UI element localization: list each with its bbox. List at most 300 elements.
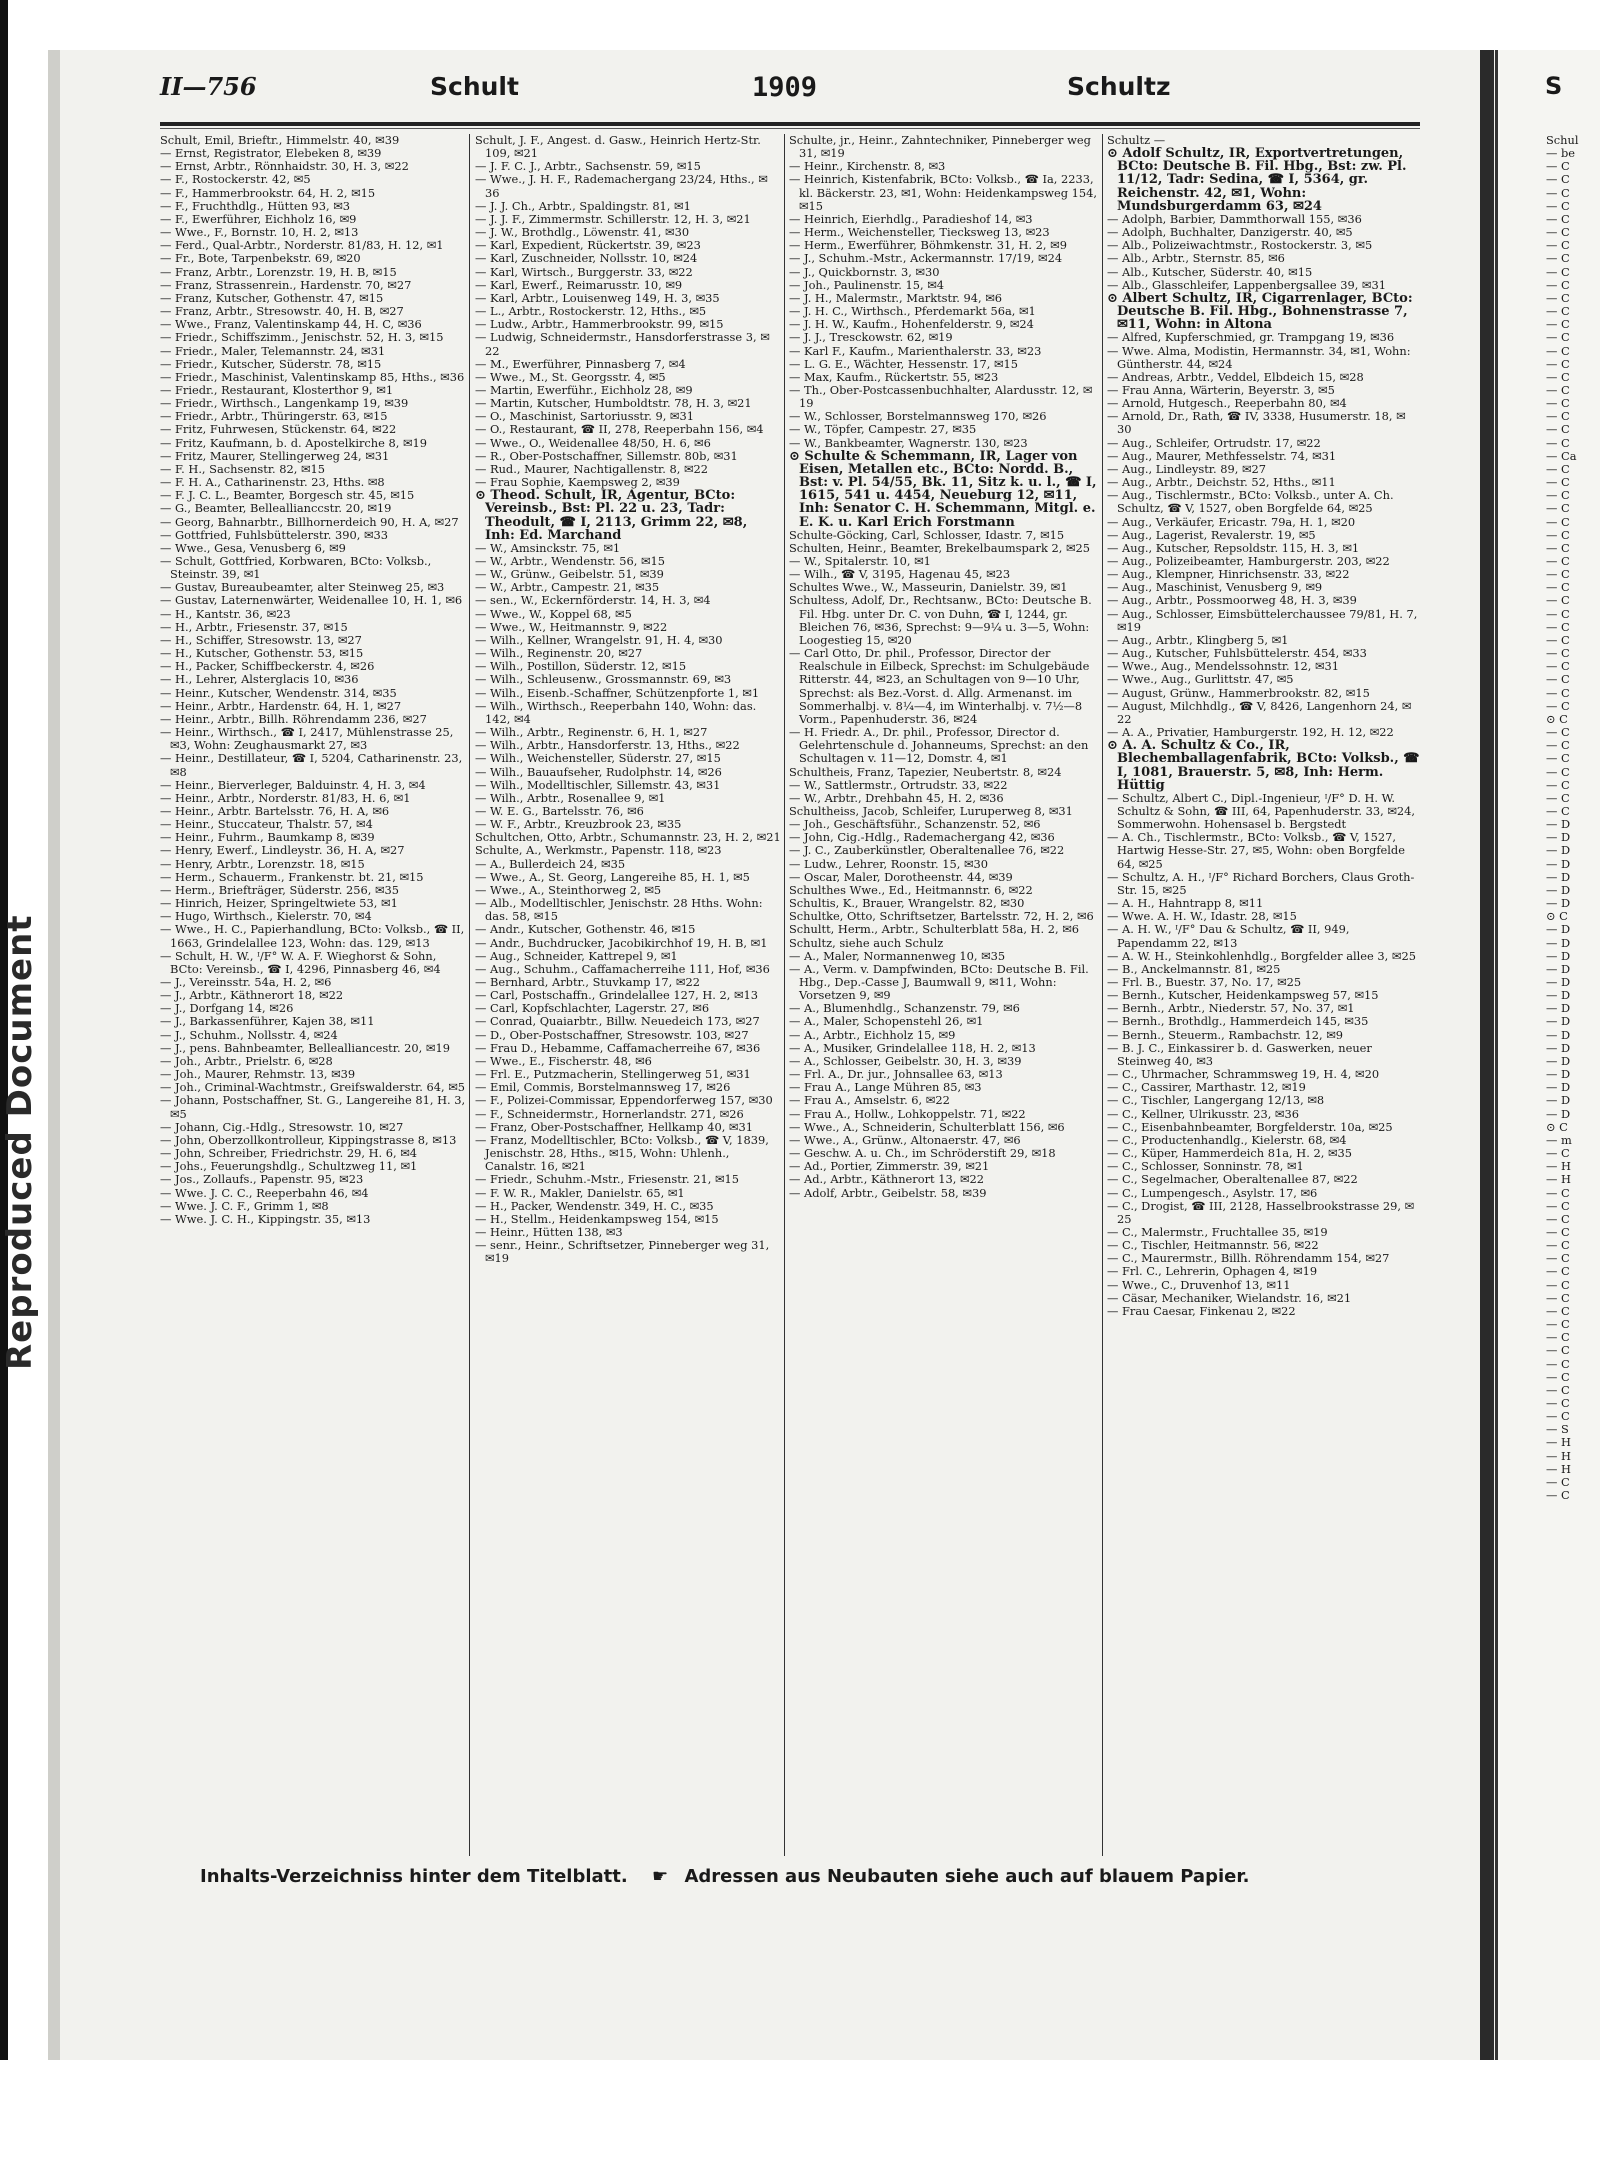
directory-entry: — Fritz, Fuhrwesen, Stückenstr. 64, ✉22 xyxy=(160,422,397,437)
footer-right-text: Adressen aus Neubauten siehe auch auf blauem Papier. xyxy=(684,1866,1250,1887)
directory-entry: — Herm., Schauerm., Frankenstr. bt. 21, ✉15 xyxy=(160,869,424,884)
directory-entry: — Hugo, Wirthsch., Kielerstr. 70, ✉4 xyxy=(160,909,372,924)
page-number: II—756 xyxy=(160,72,257,101)
directory-entry: Schulthes Wwe., Ed., Heitmannstr. 6, ✉22 xyxy=(789,882,1033,897)
reproduced-document-stamp: Reproduced Document xyxy=(0,914,40,1370)
directory-entry: — Wwe., H. C., Papierhandlung, BCto: Volksb., ☎ II, 1663, Grindelallee 123, Wohn: das. 129, ✉13 xyxy=(160,922,465,950)
next-page-line: — D xyxy=(1546,1067,1571,1082)
directory-entry: — G., Beamter, Belleallianccstr. 20, ✉19 xyxy=(160,501,392,516)
next-page-line: — H xyxy=(1546,1448,1571,1463)
directory-entry: — J. J. Ch., Arbtr., Spaldingstr. 81, ✉1 xyxy=(475,198,691,213)
directory-entry: — Aug., Schuhm., Caffamacherreihe 111, Hof, ✉36 xyxy=(475,961,770,976)
next-page-line: — C xyxy=(1546,277,1570,292)
directory-entry: — C., Segelmacher, Oberaltenallee 87, ✉22 xyxy=(1107,1172,1358,1187)
directory-entry: — Wwe. A. H. W., Idastr. 28, ✉15 xyxy=(1107,909,1297,924)
directory-entry: — W., Töpfer, Campestr. 27, ✉35 xyxy=(789,422,977,437)
directory-entry: — A., Maler, Normannenweg 10, ✉35 xyxy=(789,948,1006,963)
next-page-line: — C xyxy=(1546,1185,1570,1200)
directory-entry: — Carl, Kopfschlachter, Lagerstr. 27, ✉6 xyxy=(475,1001,710,1016)
directory-entry: — H., Arbtr., Friesenstr. 37, ✉15 xyxy=(160,619,348,634)
directory-entry: — Carl, Postschaffn., Grindelallee 127, H. 2, ✉13 xyxy=(475,988,759,1003)
directory-entry: — Alb., Polizeiwachtmstr., Rostockerstr. 3, ✉5 xyxy=(1107,238,1373,253)
directory-entry: — F., Rostockerstr. 42, ✉5 xyxy=(160,172,311,187)
directory-entry: — Heinr., Stuccateur, Thalstr. 57, ✉4 xyxy=(160,817,373,832)
directory-entry: — Martin, Ewerführ., Eichholz 28, ✉9 xyxy=(475,382,693,397)
directory-entry: — C., Kellner, Ulrikusstr. 23, ✉36 xyxy=(1107,1106,1299,1121)
directory-entry: — Georg, Bahnarbtr., Billhornerdeich 90, H. A, ✉27 xyxy=(160,514,459,529)
directory-entry: — Max, Kaufm., Rückertstr. 55, ✉23 xyxy=(789,369,999,384)
next-page-line: — C xyxy=(1546,777,1570,792)
directory-entry: — Aug., Lindleystr. 89, ✉27 xyxy=(1107,461,1267,476)
next-page-line: — C xyxy=(1546,672,1570,687)
scan-bottom-margin xyxy=(0,2060,1600,2177)
next-page-line: Schul xyxy=(1546,134,1579,147)
directory-entry: — Wwe., F., Bornstr. 10, H. 2, ✉13 xyxy=(160,225,359,240)
directory-entry: — Friedr., Kutscher, Süderstr. 78, ✉15 xyxy=(160,356,382,371)
directory-entry: — O., Maschinist, Sartoriusstr. 9, ✉31 xyxy=(475,409,694,424)
directory-entry: — Alfred, Kupferschmied, gr. Trampgang 19, ✉36 xyxy=(1107,330,1395,345)
next-page-line: — D xyxy=(1546,896,1571,911)
directory-entry: — Cäsar, Mechaniker, Wielandstr. 16, ✉21 xyxy=(1107,1290,1352,1305)
directory-entry: — Wilh., Kellner, Wrangelstr. 91, H. 4, ✉30 xyxy=(475,632,723,647)
directory-entry: — A., Maler, Schopenstehl 26, ✉1 xyxy=(789,1014,984,1029)
next-page-line: — D xyxy=(1546,975,1571,989)
next-page-line: — C xyxy=(1546,159,1570,174)
directory-entry: — W. F., Arbtr., Kreuzbrook 23, ✉35 xyxy=(475,817,682,832)
next-page-line: — C xyxy=(1546,1251,1570,1266)
directory-entry: Schultz, siehe auch Schulz xyxy=(789,935,944,950)
directory-entry: — C., Tischler, Langergang 12/13, ✉8 xyxy=(1107,1093,1325,1108)
directory-entry: ⊙ Schulte & Schemmann, IR, Lager von Eisen, Metallen etc., BCto: Nordd. B., Bst: v. Pl. 54/55, Bk. 11, Sitz k. u. l., ☎ I, 1615, 541 u. 4454, Neueburg 12, ✉11, Inh: Senator C. H. Schemmann, Mitgl. e. E. K. u. Karl Erich Forstmann xyxy=(789,448,1097,530)
directory-entry: — J., Schuhm., Nollsstr. 4, ✉24 xyxy=(160,1027,338,1042)
directory-entry: — H., Kantstr. 36, ✉23 xyxy=(160,606,291,621)
directory-entry: ⊙ A. A. Schultz & Co., IR, Blechemballagenfabrik, BCto: Volksb., ☎ I, 1081, Brauerstr. 5, ✉8, Inh: Herm. Hüttig xyxy=(1107,738,1420,793)
directory-entry: Schulte, A., Werkmstr., Papenstr. 118, ✉23 xyxy=(475,843,722,858)
next-page-line: — D xyxy=(1546,882,1571,897)
directory-entry: — August, Grünw., Hammerbrookstr. 82, ✉15 xyxy=(1107,685,1370,700)
directory-entry: — Wwe., A., Schneiderin, Schulterblatt 156, ✉6 xyxy=(789,1119,1065,1134)
directory-entry: — J. F. C. J., Arbtr., Sachsenstr. 59, ✉15 xyxy=(475,159,701,174)
next-page-line: — C xyxy=(1546,225,1570,240)
directory-entry: — Friedr., Arbtr., Thüringerstr. 63, ✉15 xyxy=(160,409,388,424)
directory-entry: — Friedr., Maschinist, Valentinskamp 85, Hths., ✉36 xyxy=(160,369,465,384)
directory-entry: — Aug., Kutscher, Repsoldstr. 115, H. 3, ✉1 xyxy=(1107,540,1360,555)
directory-entry: — J., Barkassenführer, Kajen 38, ✉11 xyxy=(160,1014,375,1029)
next-page-line: — C xyxy=(1546,211,1570,226)
next-page-line: — Ca xyxy=(1546,448,1577,463)
column-4 xyxy=(1107,134,1420,1856)
directory-entry: — Wwe., A., Steinthorweg 2, ✉5 xyxy=(475,882,662,897)
directory-entry: — A. H., Hahntrapp 8, ✉11 xyxy=(1107,896,1264,911)
next-page-line: — C xyxy=(1546,198,1570,213)
directory-entry: — Arnold, Hutgesch., Reeperbahn 80, ✉4 xyxy=(1107,396,1347,411)
next-page-line: — C xyxy=(1546,396,1570,411)
directory-entry: — Herm., Briefträger, Süderstr. 256, ✉35 xyxy=(160,882,399,897)
directory-entry: — H., Kutscher, Gothenstr. 53, ✉15 xyxy=(160,646,364,661)
directory-entry: — H. Friedr. A., Dr. phil., Professor, Director d. Gelehrtenschule d. Johanneums, Sprechst: an den Schultagen v. 11—12, Domstr. 4, ✉1 xyxy=(789,725,1089,766)
directory-entry: — W., Arbtr., Campestr. 21, ✉35 xyxy=(475,580,660,595)
directory-entry: — Wilh., Schleusenw., Grossmannstr. 69, ✉3 xyxy=(475,672,732,687)
next-page-line: — D xyxy=(1546,1001,1571,1016)
directory-entry: — W., Grünw., Geibelstr. 51, ✉39 xyxy=(475,567,664,582)
pointing-hand-icon: ☛ xyxy=(652,1866,669,1887)
directory-entry: — H., Packer, Schiffbeckerstr. 4, ✉26 xyxy=(160,659,375,674)
directory-entry: — A., Blumenhdlg., Schanzenstr. 79, ✉6 xyxy=(789,1001,1020,1016)
directory-entry: — Wwe. Alma, Modistin, Hermannstr. 34, ✉1, Wohn: Güntherstr. 44, ✉24 xyxy=(1107,343,1411,371)
directory-entry: — Wilh., Weichensteller, Süderstr. 27, ✉15 xyxy=(475,751,721,766)
page-spine xyxy=(48,50,60,2060)
directory-entry: — W., Sattlermstr., Ortrudstr. 33, ✉22 xyxy=(789,777,1008,792)
next-page-line: — D xyxy=(1546,1053,1571,1068)
directory-entry: — C., Schlosser, Sonninstr. 78, ✉1 xyxy=(1107,1159,1304,1174)
directory-entry: — sen., W., Eckernförderstr. 14, H. 3, ✉4 xyxy=(475,593,711,608)
next-page-line: — C xyxy=(1546,356,1570,371)
column-2 xyxy=(475,134,781,1856)
directory-entry: — Wwe., A., St. Georg, Langereihe 85, H. 1, ✉5 xyxy=(475,869,750,884)
next-page-line: — C xyxy=(1546,514,1570,529)
directory-entry: Schultchen, Otto, Arbtr., Schumannstr. 23, H. 2, ✉21 xyxy=(475,830,781,845)
next-page-line: — C xyxy=(1546,1488,1570,1503)
directory-entry: — Heinr., Arbtr. Bartelsstr. 76, H. A, ✉6 xyxy=(160,803,390,818)
directory-entry: — Aug., Kutscher, Fuhlsbüttelerstr. 454, ✉33 xyxy=(1107,646,1367,661)
next-page-line: — C xyxy=(1546,264,1570,279)
directory-entry: — W., Bankbeamter, Wagnerstr. 130, ✉23 xyxy=(789,435,1028,450)
next-page-line: — D xyxy=(1546,1040,1571,1055)
directory-entry: — Henry, Ewerf., Lindleystr. 36, H. A, ✉27 xyxy=(160,843,405,858)
directory-entry: — Johs., Feuerungshdlg., Schultzweg 11, ✉1 xyxy=(160,1159,418,1174)
directory-entry: — Frau D., Hebamme, Caffamacherreihe 67, ✉36 xyxy=(475,1040,761,1055)
next-page-line: — C xyxy=(1546,540,1570,555)
directory-entry: — Oscar, Maler, Dorotheenstr. 44, ✉39 xyxy=(789,869,1013,884)
directory-entry: — Aug., Maurer, Methfesselstr. 74, ✉31 xyxy=(1107,448,1337,463)
directory-entry: — H., Lehrer, Alsterglacis 10, ✉36 xyxy=(160,672,359,687)
directory-entry: — Wwe., Gesa, Venusberg 6, ✉9 xyxy=(160,540,346,555)
directory-entry: — C., Malermstr., Fruchtallee 35, ✉19 xyxy=(1107,1224,1328,1239)
next-page-line: — H xyxy=(1546,1461,1571,1476)
directory-entry: — Frau A., Hollw., Lohkoppelstr. 71, ✉22 xyxy=(789,1106,1026,1121)
directory-entry: — Gustav, Laternenwärter, Weidenallee 10, H. 1, ✉6 xyxy=(160,593,463,608)
directory-entry: — Wwe., Franz, Valentinskamp 44, H. C, ✉36 xyxy=(160,317,422,332)
directory-entry: — J. H. C., Wirthsch., Pferdemarkt 56a, ✉1 xyxy=(789,304,1036,319)
directory-entry: — Aug., Arbtr., Klingberg 5, ✉1 xyxy=(1107,632,1289,647)
directory-entry: — Franz, Arbtr., Lorenzstr. 19, H. B, ✉15 xyxy=(160,264,397,279)
next-page-line: — C xyxy=(1546,172,1570,187)
directory-entry: — Frau Sophie, Kaempsweg 2, ✉39 xyxy=(475,475,680,490)
next-page-line: — C xyxy=(1546,1356,1570,1371)
next-page-line: — C xyxy=(1546,1264,1570,1279)
directory-entry: — Bernh., Steuerm., Rambachstr. 12, ✉9 xyxy=(1107,1027,1344,1042)
directory-entry: — Wwe., Aug., Mendelssohnstr. 12, ✉31 xyxy=(1107,659,1340,674)
directory-entry: — J., Arbtr., Käthnerort 18, ✉22 xyxy=(160,988,344,1003)
next-page-line: — C xyxy=(1546,461,1570,476)
directory-entry: — Bernh., Brothdlg., Hammerdeich 145, ✉35 xyxy=(1107,1014,1369,1029)
column-divider xyxy=(784,134,785,1856)
directory-entry: — A., Schlosser, Geibelstr. 30, H. 3, ✉39 xyxy=(789,1053,1022,1068)
directory-entry: — W., Arbtr., Drehbahn 45, H. 2, ✉36 xyxy=(789,790,1004,805)
next-page-line: — C xyxy=(1546,304,1570,319)
directory-entry: — Carl Otto, Dr. phil., Professor, Director der Realschule in Eilbeck, Sprechst: im Schulgebäude Ritterstr. 44, ✉23, an Schultagen von 9—10 Uhr, Sprechst: als Bez.-Vorst. d. Allg. Armenanst. im Sommerhalbj. v. 8¼—4, im Winterhalbj. v. 7½—8 Vorm., Papenhuderstr. 36, ✉24 xyxy=(789,646,1090,726)
directory-entry: — Frl. C., Lehrerin, Ophagen 4, ✉19 xyxy=(1107,1264,1318,1279)
directory-entry: — Wilh., ☎ V, 3195, Hagenau 45, ✉23 xyxy=(789,567,1011,582)
directory-entry: — Wilh., Arbtr., Rosenallee 9, ✉1 xyxy=(475,790,666,805)
next-page-line: — C xyxy=(1546,1303,1570,1318)
next-page-line: — C xyxy=(1546,1317,1570,1332)
next-page-line: — C xyxy=(1546,725,1570,740)
directory-entry: — Heinr., Kirchenstr. 8, ✉3 xyxy=(789,159,946,174)
directory-entry: — Aug., Arbtr., Deichstr. 52, Hths., ✉11 xyxy=(1107,475,1336,490)
next-page-line: — D xyxy=(1546,1014,1571,1029)
directory-entry: — L., Arbtr., Rostockerstr. 12, Hths., ✉5 xyxy=(475,304,707,319)
next-page-line: — C xyxy=(1546,646,1570,661)
directory-entry: Schulten, Heinr., Beamter, Brekelbaumspark 2, ✉25 xyxy=(789,540,1091,555)
next-page-line: — D xyxy=(1546,1106,1571,1121)
directory-entry: — Alb., Kutscher, Süderstr. 40, ✉15 xyxy=(1107,264,1313,279)
directory-entry: — B., Anckelmannstr. 81, ✉25 xyxy=(1107,961,1281,976)
directory-entry: — Karl, Wirtsch., Burggerstr. 33, ✉22 xyxy=(475,264,693,279)
directory-entry: — Karl, Arbtr., Louisenweg 149, H. 3, ✉35 xyxy=(475,290,720,305)
directory-entry: — Henry, Arbtr., Lorenzstr. 18, ✉15 xyxy=(160,856,365,871)
directory-entry: — John, Schreiber, Friedrichstr. 29, H. 6, ✉4 xyxy=(160,1146,418,1161)
directory-entry: — Geschw. A. u. Ch., im Schröderstift 29, ✉18 xyxy=(789,1146,1056,1161)
directory-entry: — Ernst, Registrator, Elebeken 8, ✉39 xyxy=(160,146,382,161)
column-divider xyxy=(1102,134,1103,1856)
directory-entry: — Joh., Geschäftsführ., Schanzenstr. 52, ✉6 xyxy=(789,817,1041,832)
next-page-line: — C xyxy=(1546,1238,1570,1253)
year-heading: 1909 xyxy=(752,72,818,103)
next-page-line: — C xyxy=(1546,1146,1570,1161)
directory-entry: — Aug., Arbtr., Possmoorweg 48, H. 3, ✉39 xyxy=(1107,593,1357,608)
directory-entry: — senr., Heinr., Schriftsetzer, Pinneberger weg 31, ✉19 xyxy=(475,1238,770,1266)
directory-entry: — A. W. H., Steinkohlenhdlg., Borgfelder allee 3, ✉25 xyxy=(1107,948,1416,963)
directory-entry: — John, Cig.-Hdlg., Rademachergang 42, ✉36 xyxy=(789,830,1055,845)
next-page-line: — C xyxy=(1546,619,1570,634)
directory-entry: — Adolph, Buchhalter, Danzigerstr. 40, ✉5 xyxy=(1107,225,1353,240)
directory-entry: — C., Drogist, ☎ III, 2128, Hasselbrookstrasse 29, ✉25 xyxy=(1107,1198,1415,1226)
column-3 xyxy=(789,134,1099,1856)
directory-entry: — Th., Ober-Postcassenbuchhalter, Alardusstr. 12, ✉19 xyxy=(789,382,1093,411)
directory-entry: — Heinr., Arbtr., Norderstr. 81/83, H. 6, ✉1 xyxy=(160,790,411,805)
directory-entry: — F., Hammerbrookstr. 64, H. 2, ✉15 xyxy=(160,185,376,200)
directory-entry: — Wwe., M., St. Georgsstr. 4, ✉5 xyxy=(475,369,666,384)
directory-entry: — Joh., Arbtr., Prielstr. 6, ✉28 xyxy=(160,1053,333,1068)
directory-entry: — H., Stellm., Heidenkampsweg 154, ✉15 xyxy=(475,1211,719,1226)
next-page-line: — D xyxy=(1546,948,1571,963)
directory-entry: — Frau Caesar, Finkenau 2, ✉22 xyxy=(1107,1303,1296,1318)
next-page-strip xyxy=(1546,134,1600,1856)
directory-entry: — F., Polizei-Commissar, Eppendorferweg 157, ✉30 xyxy=(475,1093,773,1108)
directory-entry: — Heinr., Wirthsch., ☎ I, 2417, Mühlenstrasse 25, ✉3, Wohn: Zeughausmarkt 27, ✉3 xyxy=(160,725,454,753)
directory-entry: — F. J. C. L., Beamter, Borgesch str. 45, ✉15 xyxy=(160,488,415,503)
directory-entry: Schultis, K., Brauer, Wrangelstr. 82, ✉30 xyxy=(789,896,1025,911)
next-page-line: — C xyxy=(1546,803,1570,818)
directory-entry: — J., Quickbornstr. 3, ✉30 xyxy=(789,264,940,279)
next-page-line: — C xyxy=(1546,382,1570,397)
directory-entry: — Conrad, Quaiarbtr., Billw. Neuedeich 173, ✉27 xyxy=(475,1014,760,1029)
directory-entry: — Wwe., A., Grünw., Altonaerstr. 47, ✉6 xyxy=(789,1132,1021,1147)
directory-entry: Schultke, Otto, Schriftsetzer, Bartelsstr. 72, H. 2, ✉6 xyxy=(789,909,1094,924)
directory-entry: — Martin, Kutscher, Humboldtstr. 78, H. 3, ✉21 xyxy=(475,396,752,411)
directory-entry: — A. A., Privatier, Hamburgerstr. 192, H. 12, ✉22 xyxy=(1107,725,1394,740)
directory-entry: — Andr., Kutscher, Gothenstr. 46, ✉15 xyxy=(475,922,696,937)
next-page-line: — C xyxy=(1546,343,1570,358)
next-page-line: — C xyxy=(1546,409,1570,424)
directory-entry: — Adolph, Barbier, Dammthorwall 155, ✉36 xyxy=(1107,211,1362,226)
directory-entry: — Fritz, Maurer, Stellingerweg 24, ✉31 xyxy=(160,448,390,463)
directory-entry: — Andreas, Arbtr., Veddel, Elbdeich 15, ✉28 xyxy=(1107,369,1364,384)
directory-entry: Schult, Emil, Brieftr., Himmelstr. 40, ✉39 xyxy=(160,134,400,147)
directory-entry: — Franz, Modelltischler, BCto: Volksb., ☎ V, 1839, Jenischstr. 28, Hths., ✉15, Wohn: Uhlenh., Canalstr. 16, ✉21 xyxy=(475,1132,769,1174)
directory-entry: — Wwe., W., Koppel 68, ✉5 xyxy=(475,606,632,621)
directory-entry: — Schultz, A. H., ᴵ/F° Richard Borchers, Claus Groth-Str. 15, ✉25 xyxy=(1107,869,1415,897)
directory-entry: — Ernst, Arbtr., Rönnhaidstr. 30, H. 3, ✉22 xyxy=(160,159,409,174)
next-page-line: — C xyxy=(1546,317,1570,332)
directory-entry: — W., Schlosser, Borstelmannsweg 170, ✉26 xyxy=(789,409,1047,424)
directory-entry: ⊙ Adolf Schultz, IR, Exportvertretungen, BCto: Deutsche B. Fil. Hbg., Bst: zw. Pl. 11/12, Tadr: Sedina, ☎ I, 5364, gr. Reichenstr. 42, ✉1, Wohn: Mundsburgerdamm 63, ✉24 xyxy=(1107,146,1407,214)
directory-entry: — Wilh., Arbtr., Reginenstr. 6, H. 1, ✉27 xyxy=(475,725,708,740)
next-page-line: — C xyxy=(1546,632,1570,647)
directory-entry: — J. J. F., Zimmermstr. Schillerstr. 12, H. 3, ✉21 xyxy=(475,211,751,226)
header-rule xyxy=(160,122,1420,126)
directory-entry: — C., Cassirer, Marthastr. 12, ✉19 xyxy=(1107,1080,1306,1095)
directory-entry: — W. E. G., Bartelsstr. 76, ✉6 xyxy=(475,803,644,818)
directory-entry: — Franz, Arbtr., Stresowstr. 40, H. B, ✉27 xyxy=(160,304,404,319)
next-page-line: — D xyxy=(1546,935,1571,950)
directory-entry: — Heinr., Hütten 138, ✉3 xyxy=(475,1224,623,1239)
directory-entry: — J., pens. Bahnbeamter, Bellealliancestr. 20, ✉19 xyxy=(160,1040,450,1055)
directory-entry: — Hinrich, Heizer, Springeltwiete 53, ✉1 xyxy=(160,896,398,911)
directory-entry: — C., Lumpengesch., Asylstr. 17, ✉6 xyxy=(1107,1185,1318,1200)
directory-entry: — H., Packer, Wendenstr. 349, H. C., ✉35 xyxy=(475,1198,714,1213)
directory-entry: — Aug., Verkäufer, Ericastr. 79a, H. 1, ✉20 xyxy=(1107,514,1356,529)
directory-entry: — O., Restaurant, ☎ II, 278, Reeperbahn 156, ✉4 xyxy=(475,422,764,437)
directory-entry: — Ad., Portier, Zimmerstr. 39, ✉21 xyxy=(789,1159,990,1174)
directory-entry: — Aug., Schlosser, Eimsbüttelerchaussee 79/81, H. 7, ✉19 xyxy=(1107,606,1418,634)
next-page-line: — C xyxy=(1546,501,1570,516)
directory-entry: — Heinr., Bierverleger, Balduinstr. 4, H. 3, ✉4 xyxy=(160,777,426,792)
directory-entry: — C., Küper, Hammerdeich 81a, H. 2, ✉35 xyxy=(1107,1146,1352,1161)
directory-entry: — Friedr., Maler, Telemannstr. 24, ✉31 xyxy=(160,343,386,358)
next-page-line: — D xyxy=(1546,961,1571,976)
next-page-line: — C xyxy=(1546,751,1570,766)
next-page-line: — D xyxy=(1546,1093,1571,1108)
directory-entry: — Franz, Strassenrein., Hardenstr. 70, ✉27 xyxy=(160,277,412,292)
next-page-line: — C xyxy=(1546,698,1570,713)
directory-entry: — J., Dorfgang 14, ✉26 xyxy=(160,1001,294,1016)
directory-entry: — Fr., Bote, Tarpenbekstr. 69, ✉20 xyxy=(160,251,361,266)
directory-entry: ⊙ Albert Schultz, IR, Cigarrenlager, BCto: Deutsche B. Fil. Hbg., Bohnenstrasse 7, ✉11, Wohn: in Altona xyxy=(1107,290,1413,333)
directory-entry: — Friedr., Schuhm.-Mstr., Friesenstr. 21, ✉15 xyxy=(475,1172,739,1187)
directory-entry: — Andr., Buchdrucker, Jacobikirchhof 19, H. B, ✉1 xyxy=(475,935,768,950)
next-page-line: — C xyxy=(1546,488,1570,503)
next-page-line: — D xyxy=(1546,1080,1571,1095)
directory-entry: Schultt, Herm., Arbtr., Schulterblatt 58a, H. 2, ✉6 xyxy=(789,922,1080,937)
directory-entry: Schultheis, Franz, Tapezier, Neubertstr. 8, ✉24 xyxy=(789,764,1062,779)
directory-entry: — C., Productenhandlg., Kielerstr. 68, ✉4 xyxy=(1107,1132,1347,1147)
next-page-line: ⊙ C xyxy=(1546,1119,1568,1134)
directory-entry: — C., Maurermstr., Billh. Röhrendamm 154, ✉27 xyxy=(1107,1251,1390,1266)
directory-entry: — C., Tischler, Heitmannstr. 56, ✉22 xyxy=(1107,1238,1319,1253)
directory-entry: — Heinr., Arbtr., Billh. Röhrendamm 236, ✉27 xyxy=(160,711,427,726)
next-page-line: — C xyxy=(1546,593,1570,608)
next-page-line: ⊙ C xyxy=(1546,711,1568,726)
directory-entry: — F. H., Sachsenstr. 82, ✉15 xyxy=(160,461,326,476)
directory-entry: — Frau A., Amselstr. 6, ✉22 xyxy=(789,1093,950,1108)
next-page-line: — C xyxy=(1546,567,1570,582)
directory-entry: — Karl, Zuschneider, Nollsstr. 10, ✉24 xyxy=(475,251,698,266)
next-page-line: — H xyxy=(1546,1172,1571,1187)
directory-entry: — Johann, Postschaffner, St. G., Langereihe 81, H. 3, ✉5 xyxy=(160,1093,466,1121)
directory-entry: — Frl. A., Dr. jur., Johnsallee 63, ✉13 xyxy=(789,1067,1003,1082)
column-divider xyxy=(469,134,470,1856)
right-running-head: Schultz xyxy=(1067,72,1171,101)
directory-entry: — A. Ch., Tischlermstr., BCto: Volksb., ☎ V, 1527, Hartwig Hesse-Str. 27, ✉5, Wohn: oben Borgfelde 64, ✉25 xyxy=(1107,830,1405,871)
directory-entry: — Karl, Ewerf., Reimarusstr. 10, ✉9 xyxy=(475,277,683,292)
directory-entry: — F. H. A., Catharinenstr. 23, Hths. ✉8 xyxy=(160,475,385,490)
directory-entry: — Franz, Kutscher, Gothenstr. 47, ✉15 xyxy=(160,290,384,305)
directory-entry: — C., Eisenbahnbeamter, Borgfelderstr. 10a, ✉25 xyxy=(1107,1119,1393,1134)
directory-entry: Schultes Wwe., W., Masseurin, Danielstr. 39, ✉1 xyxy=(789,580,1068,595)
directory-entry: — Friedr., Restaurant, Klosterthor 9, ✉1 xyxy=(160,382,394,397)
directory-entry: Schultheiss, Jacob, Schleifer, Luruperweg 8, ✉31 xyxy=(789,803,1073,818)
directory-entry: — Franz, Ober-Postschaffner, Hellkamp 40, ✉31 xyxy=(475,1119,753,1134)
directory-entry: — Wwe., Aug., Gurlittstr. 47, ✉5 xyxy=(1107,672,1294,687)
directory-entry: — J. H. W., Kaufm., Hohenfelderstr. 9, ✉24 xyxy=(789,317,1034,332)
directory-entry: ⊙ Theod. Schult, IR, Agentur, BCto: Vereinsb., Bst: Pl. 22 u. 23, Tadr: Theodult, ☎ I, 2113, Grimm 22, ✉8, Inh: Ed. Marchand xyxy=(475,488,748,543)
directory-entry: — B. J. C., Einkassirer b. d. Gaswerken, neuer Steinweg 40, ✉3 xyxy=(1107,1040,1372,1068)
next-page-line: — C xyxy=(1546,527,1570,542)
header-rule-thin xyxy=(160,128,1420,129)
directory-entry: — J., Vereinsstr. 54a, H. 2, ✉6 xyxy=(160,975,332,989)
next-page-line: — m xyxy=(1546,1132,1572,1147)
directory-entry: Schult, J. F., Angest. d. Gasw., Heinrich Hertz-Str. 109, ✉21 xyxy=(475,134,761,161)
directory-entry: — D., Ober-Postschaffner, Stresowstr. 103, ✉27 xyxy=(475,1027,749,1042)
next-page-line: — C xyxy=(1546,475,1570,490)
next-page-line: — C xyxy=(1546,251,1570,266)
directory-entry: — A., Musiker, Grindelallee 118, H. 2, ✉13 xyxy=(789,1040,1036,1055)
directory-entry: — Heinr., Kutscher, Wendenstr. 314, ✉35 xyxy=(160,685,397,700)
next-page-line: — C xyxy=(1546,1198,1570,1213)
directory-entry: — Wwe., W., Heitmannstr. 9, ✉22 xyxy=(475,619,668,634)
directory-entry: — Frau A., Lange Mühren 85, ✉3 xyxy=(789,1080,982,1095)
footer-left-text: Inhalts-Verzeichniss hinter dem Titelblatt. xyxy=(200,1866,628,1887)
directory-entry: — Heinr., Arbtr., Hardenstr. 64, H. 1, ✉27 xyxy=(160,698,402,713)
directory-entry: — Ludw., Arbtr., Hammerbrookstr. 99, ✉15 xyxy=(475,317,724,332)
directory-entry: — Aug., Maschinist, Venusberg 9, ✉9 xyxy=(1107,580,1323,595)
directory-entry: — Wwe. J. C. F., Grimm 1, ✉8 xyxy=(160,1198,329,1213)
directory-entry: — Frau Anna, Wärterin, Beyerstr. 3, ✉5 xyxy=(1107,382,1335,397)
directory-entry: — Karl F., Kaufm., Marienthalerstr. 33, ✉23 xyxy=(789,343,1042,358)
directory-entry: — W., Arbtr., Wendenstr. 56, ✉15 xyxy=(475,554,666,568)
next-page-line: — H xyxy=(1546,1159,1571,1174)
directory-entry: — Wilh., Wirthsch., Reeperbahn 140, Wohn: das. 142, ✉4 xyxy=(475,698,757,726)
directory-entry: — Aug., Polizeibeamter, Hamburgerstr. 203, ✉22 xyxy=(1107,554,1390,568)
directory-entry: Schultz — xyxy=(1107,134,1166,147)
directory-entry: — Friedr., Schiffszimm., Jenischstr. 52, H. 3, ✉15 xyxy=(160,330,444,345)
directory-entry: Schulte-Göcking, Carl, Schlosser, Idastr. 7, ✉15 xyxy=(789,527,1065,542)
next-page-line: — C xyxy=(1546,1409,1570,1424)
directory-entry: — August, Milchhdlg., ☎ V, 8426, Langenhorn 24, ✉22 xyxy=(1107,698,1412,726)
next-page-line: — D xyxy=(1546,817,1571,832)
directory-entry: — Wilh., Postillon, Süderstr. 12, ✉15 xyxy=(475,659,687,674)
page-gutter-shadow xyxy=(1480,50,1494,2060)
directory-entry: — Wwe. J. C. C., Reeperbahn 46, ✉4 xyxy=(160,1185,369,1200)
directory-entry: — Alb., Modelltischler, Jenischstr. 28 Hths. Wohn: das. 58, ✉15 xyxy=(475,896,763,924)
next-page-line: — D xyxy=(1546,869,1571,884)
directory-entry: — Wwe., C., Druvenhof 13, ✉11 xyxy=(1107,1277,1291,1292)
directory-entry: — Bernhard, Arbtr., Stuvkamp 17, ✉22 xyxy=(475,975,700,989)
directory-entry: Schulte, jr., Heinr., Zahntechniker, Pinneberger weg 31, ✉19 xyxy=(789,134,1091,161)
directory-entry: — Alb., Arbtr., Sternstr. 85, ✉6 xyxy=(1107,251,1285,266)
